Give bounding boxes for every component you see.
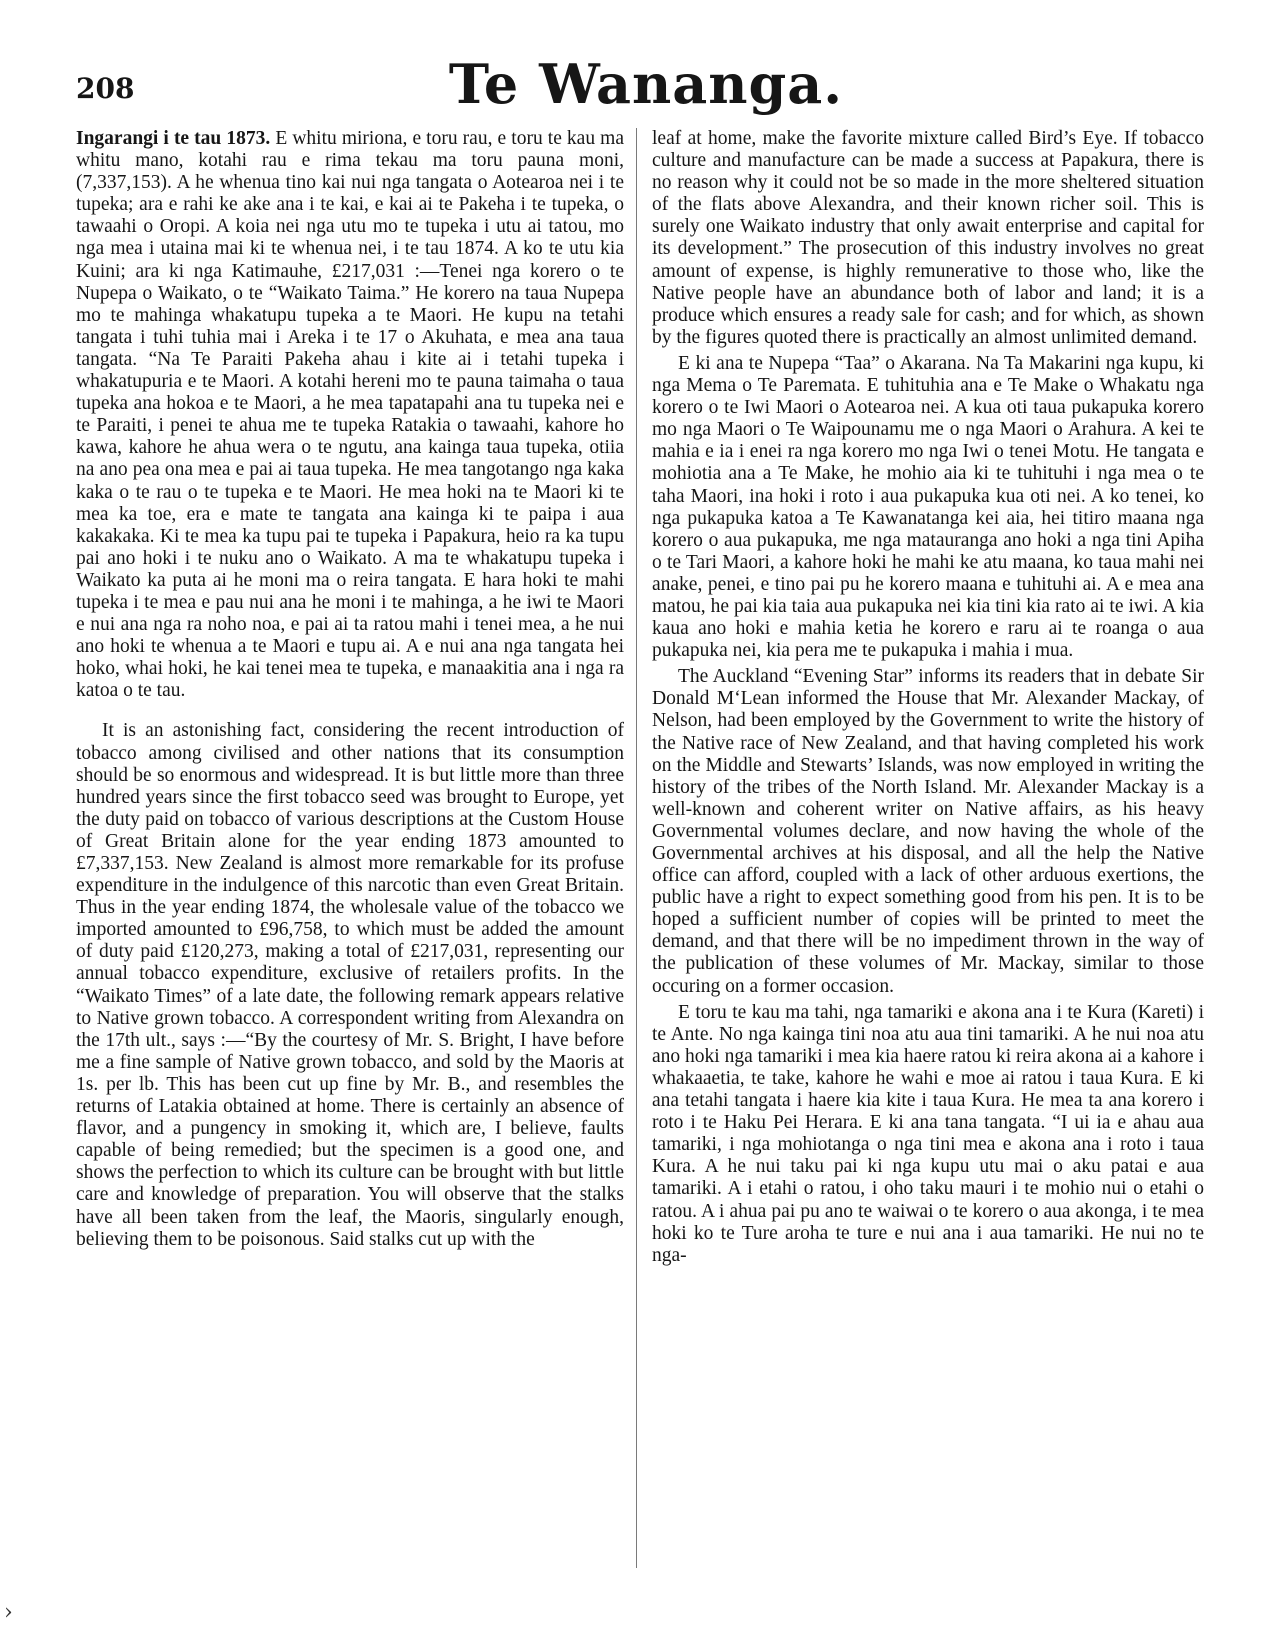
english-evening-star-article: The Auckland “Evening Star” informs its readers that in debate Sir Donald M‘Lean informed the House that Mr. Alexander Mackay, of Nelson, had been employed by the Government to write the history of the Native race of New Zealand, and that having completed his work on the Middle and Stewarts’ Islands, was now employed in writing the history of the tribes of the North Island. Mr. Alexander Mackay is a well-known and coherent writer on Native affairs, as his heavy Governmental volumes declare, and now having the whole of the Governmental archives at his disposal, and all the help the Native office can afford, coupled with a lack of other arduous exertions, the public have a right to expect something good from his pen. It is to be hoped a sufficient number of copies will be printed to meet the demand, and that there will be no impediment thrown in the way of the publication of these volumes of Mr. Mackay, similar to those occuring on a former occasion. <box>652 666 1204 997</box>
maori-tobacco-article <box>76 128 624 702</box>
english-tobacco-article: It is an astonishing fact, considering the recent introduction of tobacco among civilised and other nations that its consumption should be so enormous and widespread. It is but little more than three hundred years since the first tobacco seed was brought to Europe, yet the duty paid on tobacco of various descriptions at the Custom House of Great Britain alone for the year ending 1873 amounted to £7,337,153. New Zealand is almost more remarkable for its profuse expenditure in the indulgence of this narcotic than even Great Britain. Thus in the year ending 1874, the wholesale value of the tobacco we imported amounted to £96,758, to which must be added the amount of duty paid £120,273, making a total of £217,031, representing our annual tobacco expenditure, exclusive of retailers profits. In the “Waikato Times” of a late date, the following remark appears relative to Native grown tobacco. A correspondent writing from Alexandra on the 17th ult., says :—“By the courtesy of Mr. S. Bright, I have before me a fine sample of Native grown tobacco, and sold by the Maoris at 1s. per lb. This has been cut up fine by Mr. B., and resembles the returns of Latakia obtained at home. There is certainly an absence of flavor, and a pungency in smoking it, which are, I believe, faults capable of being remedied; but the specimen is a good one, and shows the perfection to which its culture can be brought with but little care and knowledge of preparation. You will observe that the stalks have all been taken from the leaf, the Maoris, singularly enough, believing them to be poisonous. Said stalks cut up with the <box>76 720 624 1250</box>
margin-mark: › <box>4 1600 13 1625</box>
masthead-title: Te Wananga. <box>448 52 844 116</box>
maori-school-article: E toru te kau ma tahi, nga tamariki e akona ana i te Kura (Kareti) i te Ante. No nga kainga tini noa atu aua tini tamariki. A he nui noa atu ano hoki nga tamariki i mea kia haere ratou ki reira akona ai a kahore i whakaaetia, te take, kahore he wahi e moe ai ratou i taua Kura. E ki ana tetahi tangata i haere kia kite i taua Kura. He mea ta ana korero i roto i te Haku Pei Herara. E ki ana tana tangata. “I ui ia e ahau aua tamariki, i nga mohiotanga o nga tini mea e akona ana i roto i taua Kura. A he nui taku pai ki nga kupu utu mai o aku patai e aua tamariki. A i etahi o ratou, i oho taku mauri i te mohio nui o etahi o ratou. A i ahua pai pu ano te waiwai o te korero o aua akonga, i te mea hoki ko te Ture aroha te ture e nui ana i aua tamariki. He nui no te nga- <box>652 1001 1204 1266</box>
page-header <box>76 52 1216 122</box>
page-number: 208 <box>76 72 135 105</box>
maori-article-body: E whitu miriona, e toru rau, e toru te kau ma whitu mano, kotahi rau e rima tekau ma toru pauna moni, (7,337,153). A he whenua tino kai nui nga tangata o Aotearoa nei i te tupeka; ara e rahi ke ake ana i te kai, e kai ai te Pakeha i te tupeka, o tawaahi o Oropi. A koia nei nga utu mo te tupeka i utu ai tatou, mo nga mea i utaina mai ki te whenua nei, i te tau 1874. A ko te utu kia Kuini; ara ki nga Katimauhe, £217,031 :—Tenei nga korero o te Nupepa o Waikato, o te “Waikato Taima.” He korero na taua Nupepa mo te mahinga whakatupu tupeka a te Maori. He kupu na tetahi tangata i tuhi tuhia mai i Areka i te 17 o Akuhata, e mea ana taua tangata. “Na Te Paraiti Pakeha ahau i kite ai i tetahi tupeka i whakatupuria e te Maori. A kotahi hereni mo te pauna taimaha o taua tupeka ana hokoa e te Maori, a he mea tapatapahi ana tu tupeka nei e te Paraiti, i penei te ahua me te tupeka Ratakia o tawaahi, kahore ho kawa, kahore he ahua wera o te ngutu, ana kainga taua tupeka, otiia na ano pea ona mea e pai ai taua tupeka. He mea tangotango nga kaka kaka o te rau o te tupeka e te Maori. He mea hoki na te Maori ki te mea ka toe, era e mate te tangata ana kainga ki te paipa i aua kakakaka. Ki te mea ka tupu pai te tupeka i Papakura, heio ra ka tupu pai ano hoki i te nuku ano o Waikato. A ma te whakatupu tupeka i Waikato ka puta ai he moni ma o reira tangata. E hara hoki te mahi tupeka i te mea e pau nui ana he moni i te mahinga, a he iwi te Maori e nui ana nga ra noho noa, e pai ai ta ratou mahi i tenei mea, a he nui ano hoki te whenua a te Maori e tupu ai. A e nui ana nga tangata hei hoko, whai hoki, he kai tenei mea te tupeka, e manaakitia ana i nga ra katoa o te tau. <box>76 128 624 702</box>
right-column <box>652 128 1204 1568</box>
maori-article-lead: Ingarangi i te tau 1873. <box>76 128 271 149</box>
maori-evening-star-article: E ki ana te Nupepa “Taa” o Akarana. Na Ta Makarini nga kupu, ki nga Mema o Te Paremata. E tuhituhia ana e Te Make o Whakatu nga korero o te Iwi Maori o Aotearoa nei. A kua oti taua pukapuka korero mo nga Maori o Te Waipounamu me o nga Maori o Arahura. A kei te mahia e ia i enei ra nga korero mo nga Iwi o tenei Motu. He tangata e mohiotia ana a Te Make, he mohio aia ki te tuhituhi i nga mea o te taha Maori, ina hoki i roto i aua pukapuka kua oti nei. A ko tenei, ko nga pukapuka katoa a Te Kawanatanga kei aia, hei titiro maana nga korero o aua pukapuka, me nga matauranga ano hoki a nga tini Apiha o te Tari Maori, a kahore hoki he mahi ke atu maana, ko taua mahi nei anake, penei, e tino pai pu he korero maana e tuhituhi ai. A e mea ana matou, he pai kia taia aua pukapuka nei kia tini kia rato ai te iwi. A kia kaua ano hoki e mahia ketia he korero e raru ai te roanga o aua pukapuka nei, kia pera me te pukapuka i mahia i mua. <box>652 352 1204 662</box>
left-column <box>76 128 624 1568</box>
english-tobacco-continuation: leaf at home, make the favorite mixture called Bird’s Eye. If tobacco culture and manufacture can be made a success at Papakura, there is no reason why it could not be so made in the more sheltered situation of the flats above Alexandra, and their known richer soil. This is surely one Waikato industry that only await enterprise and capital for its development.” The prosecution of this industry involves no great amount of expense, is highly remunerative to those who, like the Native people have an abundance both of labor and land; it is a produce which ensures a ready sale for cash; and for which, as shown by the figures quoted there is practically an almost unlimited demand. <box>652 128 1204 348</box>
column-divider <box>636 128 637 1568</box>
